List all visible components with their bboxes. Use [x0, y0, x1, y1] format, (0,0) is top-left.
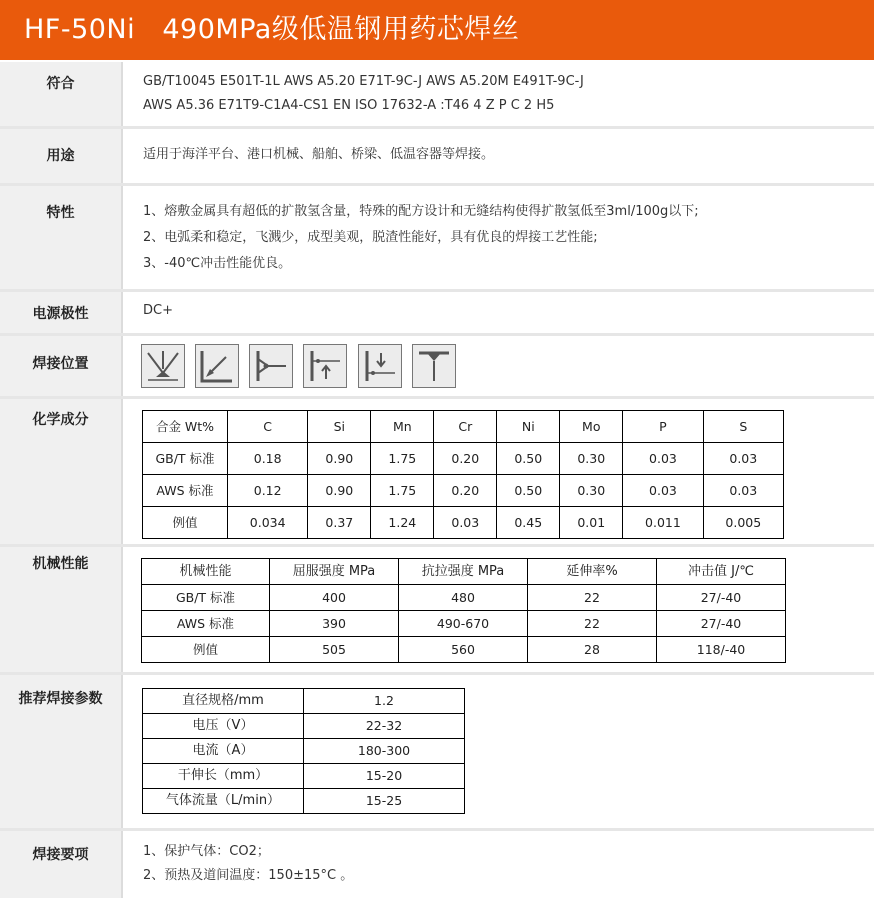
table-cell: 0.03: [703, 443, 783, 475]
table-row: [143, 475, 784, 507]
page-title: HF-50Ni 490MPa级低温钢用药芯焊丝: [0, 0, 874, 60]
polarity-label: 电源极性: [0, 292, 123, 333]
feature-line-1: 1、熔敷金属具有超低的扩散氢含量，特殊的配方设计和无缝结构使得扩散氢低至3ml/100g以下;: [143, 204, 699, 219]
table-cell: 0.37: [308, 507, 371, 539]
table-cell: 180-300: [304, 739, 465, 764]
usage-value: 适用于海洋平台、港口机械、船舶、桥梁、低温容器等焊接。: [143, 147, 495, 162]
table-header-cell: P: [623, 411, 703, 443]
standard-label: 符合: [0, 62, 123, 126]
table-cell: 例值: [143, 507, 228, 539]
table-cell: 27/-40: [657, 611, 786, 637]
table-cell: 1.2: [304, 689, 465, 714]
chemical-row: [0, 399, 874, 544]
table-cell: 0.90: [308, 443, 371, 475]
params-label: 推荐焊接参数: [0, 675, 123, 828]
table-cell: 电压（V）: [143, 714, 304, 739]
table-cell: AWS 标准: [142, 611, 270, 637]
params-value: [123, 675, 874, 828]
horizontal-butt-weld-icon: [249, 344, 293, 388]
table-cell: 27/-40: [657, 585, 786, 611]
standard-row: [0, 62, 874, 126]
table-header-cell: Cr: [434, 411, 497, 443]
table-cell: 118/-40: [657, 637, 786, 663]
table-cell: 0.18: [228, 443, 308, 475]
chemical-label: 化学成分: [0, 399, 123, 544]
table-cell: 0.03: [623, 475, 703, 507]
notes-row: [0, 831, 874, 898]
table-cell: GB/T 标准: [143, 443, 228, 475]
table-cell: 0.90: [308, 475, 371, 507]
table-cell: 干伸长（mm）: [143, 764, 304, 789]
table-row: [142, 637, 786, 663]
position-value: [123, 336, 874, 396]
table-cell: 0.03: [703, 475, 783, 507]
table-cell: 0.12: [228, 475, 308, 507]
table-cell: AWS 标准: [143, 475, 228, 507]
table-header-cell: Si: [308, 411, 371, 443]
table-row: [143, 443, 784, 475]
table-cell: 0.034: [228, 507, 308, 539]
table-header-cell: Mn: [371, 411, 434, 443]
table-cell: 1.75: [371, 443, 434, 475]
table-cell: 560: [399, 637, 528, 663]
vertical-down-weld-icon: [358, 344, 402, 388]
table-header-cell: 机械性能: [142, 559, 270, 585]
features-value: [123, 186, 874, 289]
table-row: [143, 507, 784, 539]
table-header-cell: 屈服强度 MPa: [270, 559, 399, 585]
table-header-cell: Ni: [497, 411, 560, 443]
table-cell: 例值: [142, 637, 270, 663]
note-line-2: 2、预热及道间温度：150±15°C 。: [143, 868, 354, 883]
position-row: [0, 336, 874, 396]
polarity-row: [0, 292, 874, 333]
feature-line-2: 2、电弧柔和稳定，飞溅少，成型美观，脱渣性能好，具有优良的焊接工艺性能;: [143, 230, 598, 245]
table-cell: 直径规格/mm: [143, 689, 304, 714]
table-cell: 390: [270, 611, 399, 637]
table-cell: 22: [528, 585, 657, 611]
table-header-row: [143, 411, 784, 443]
table-cell: 480: [399, 585, 528, 611]
table-header-row: [142, 559, 786, 585]
notes-value: [123, 831, 874, 898]
overhead-weld-icon: [412, 344, 456, 388]
table-cell: 505: [270, 637, 399, 663]
standard-line-2: AWS A5.36 E71T9-C1A4-CS1 EN ISO 17632-A :T46 4 Z P C 2 H5: [143, 98, 555, 113]
table-header-cell: Mo: [560, 411, 623, 443]
table-header-cell: C: [228, 411, 308, 443]
params-table: [142, 688, 465, 814]
table-cell: 0.01: [560, 507, 623, 539]
chemical-table: [142, 410, 784, 539]
usage-row: [0, 129, 874, 183]
table-row: [142, 611, 786, 637]
table-header-cell: 冲击值 J/℃: [657, 559, 786, 585]
table-cell: 0.30: [560, 443, 623, 475]
note-line-1: 1、保护气体：CO2；: [143, 844, 270, 859]
table-cell: 0.005: [703, 507, 783, 539]
table-row: [143, 764, 465, 789]
mechanical-value: [123, 547, 874, 672]
table-cell: 0.50: [497, 443, 560, 475]
position-label: 焊接位置: [0, 336, 123, 396]
table-row: [143, 789, 465, 814]
table-cell: 400: [270, 585, 399, 611]
standard-line-1: GB/T10045 E501T-1L AWS A5.20 E71T-9C-J AWS A5.20M E491T-9C-J: [143, 74, 584, 89]
table-header-cell: S: [703, 411, 783, 443]
mechanical-label: 机械性能: [0, 547, 123, 672]
features-row: [0, 186, 874, 289]
table-cell: 1.75: [371, 475, 434, 507]
table-header-cell: 合金 Wt%: [143, 411, 228, 443]
table-cell: 15-20: [304, 764, 465, 789]
table-row: [143, 689, 465, 714]
vertical-up-weld-icon: [303, 344, 347, 388]
horizontal-fillet-weld-icon: [195, 344, 239, 388]
table-row: [143, 714, 465, 739]
table-cell: 0.03: [623, 443, 703, 475]
usage-label: 用途: [0, 129, 123, 183]
chemical-value: [123, 399, 874, 544]
table-row: [143, 739, 465, 764]
table-cell: 0.20: [434, 475, 497, 507]
table-cell: 电流（A）: [143, 739, 304, 764]
table-cell: 490-670: [399, 611, 528, 637]
table-header-cell: 抗拉强度 MPa: [399, 559, 528, 585]
table-cell: 22: [528, 611, 657, 637]
table-cell: GB/T 标准: [142, 585, 270, 611]
table-cell: 22-32: [304, 714, 465, 739]
table-cell: 气体流量（L/min）: [143, 789, 304, 814]
params-row: [0, 675, 874, 828]
standard-value: [123, 62, 874, 126]
table-cell: 0.011: [623, 507, 703, 539]
table-header-cell: 延伸率%: [528, 559, 657, 585]
table-cell: 0.03: [434, 507, 497, 539]
table-cell: 28: [528, 637, 657, 663]
flat-fillet-weld-icon: [141, 344, 185, 388]
table-cell: 0.50: [497, 475, 560, 507]
table-row: [142, 585, 786, 611]
table-cell: 0.30: [560, 475, 623, 507]
polarity-value: DC+: [143, 303, 173, 318]
table-cell: 1.24: [371, 507, 434, 539]
mechanical-table: [141, 558, 786, 663]
table-cell: 0.45: [497, 507, 560, 539]
table-cell: 15-25: [304, 789, 465, 814]
notes-label: 焊接要项: [0, 831, 123, 898]
feature-line-3: 3、-40℃冲击性能优良。: [143, 256, 292, 271]
mechanical-row: [0, 547, 874, 672]
table-cell: 0.20: [434, 443, 497, 475]
features-label: 特性: [0, 186, 123, 289]
